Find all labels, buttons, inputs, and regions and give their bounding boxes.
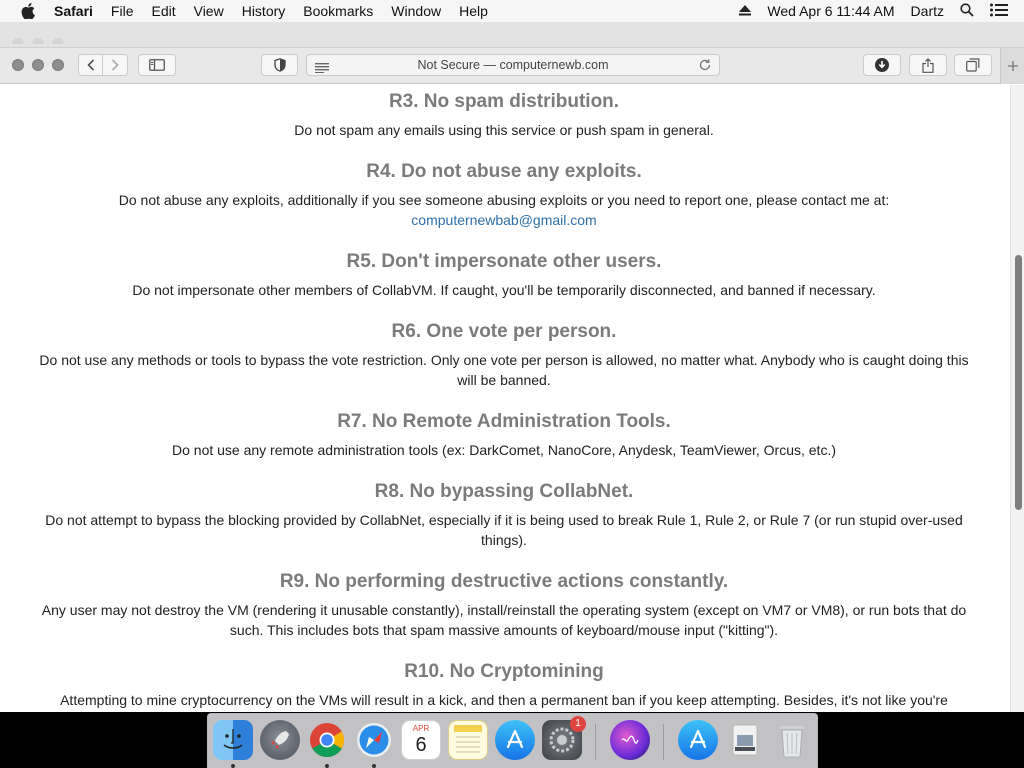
menu-extras <box>739 0 1024 22</box>
rule-title: R10. No Cryptomining <box>404 661 604 682</box>
shield-icon <box>274 58 286 72</box>
menu-file[interactable]: File <box>110 3 134 19</box>
menu-help[interactable]: Help <box>459 3 488 19</box>
rule-title: R5. Don't impersonate other users. <box>346 251 662 272</box>
app-store-icon[interactable] <box>495 720 535 760</box>
rule-text: Do not abuse any exploits, additionally if you see someone abusing exploits or you need to report one, please contact me at: <box>118 192 890 208</box>
tabs-icon <box>966 58 980 72</box>
page-content <box>0 85 1010 712</box>
rule-r9 <box>0 571 1008 640</box>
chrome-icon[interactable] <box>307 720 347 760</box>
rule-r8 <box>0 481 1008 550</box>
minimize-window-button[interactable] <box>32 59 44 71</box>
reload-icon[interactable] <box>698 58 712 77</box>
new-tab-button[interactable] <box>1000 48 1024 84</box>
rule-text: Do not attempt to bypass the blocking provided by CollabNet, especially if it is being used to break Rule 1, Rule 2, or Rule 7 (or run stupid over-used things). <box>45 512 963 548</box>
rule-title: R4. Do not abuse any exploits. <box>366 161 642 182</box>
trash-icon[interactable] <box>772 720 812 760</box>
eject-icon[interactable] <box>739 3 751 19</box>
rule-title: R6. One vote per person. <box>391 321 617 342</box>
rule-r7 <box>0 411 1008 460</box>
spotlight-search-icon[interactable] <box>960 3 974 20</box>
rule-title: R9. No performing destructive actions constantly. <box>279 571 729 592</box>
running-indicator <box>231 764 235 768</box>
menu-clock[interactable]: Wed Apr 6 11:44 AM <box>767 3 895 19</box>
sidebar-button[interactable] <box>138 54 176 76</box>
menu-view[interactable]: View <box>193 3 224 19</box>
rule-text: Do not impersonate other members of CollabVM. If caught, you'll be temporarily disconnected, and banned if necessary. <box>132 282 876 298</box>
launchpad-icon[interactable] <box>260 720 300 760</box>
apple-icon[interactable] <box>20 3 36 19</box>
rule-text: Do not use any methods or tools to bypass the vote restriction. Only one vote per person is allowed, no matter what. Anybody who is caught doing this will be banned. <box>39 352 969 388</box>
notes-icon[interactable] <box>448 720 488 760</box>
address-text: Not Secure — computernewb.com <box>417 58 609 72</box>
notification-badge: 1 <box>570 716 586 732</box>
share-button[interactable] <box>909 54 947 76</box>
menu-bookmarks[interactable]: Bookmarks <box>303 3 374 19</box>
chevron-left-icon <box>87 59 95 71</box>
safari-window <box>0 22 1024 712</box>
notification-center-icon[interactable] <box>990 3 1008 20</box>
running-indicator <box>325 764 329 768</box>
menu-bar <box>0 0 1024 22</box>
rule-title: R7. No Remote Administration Tools. <box>337 411 671 432</box>
address-bar[interactable] <box>306 54 720 76</box>
downloads-button[interactable] <box>863 54 901 76</box>
calendar-month: APR <box>412 724 430 733</box>
forward-button[interactable] <box>103 54 128 76</box>
close-window-button[interactable] <box>12 59 24 71</box>
rule-r6 <box>0 321 1008 390</box>
finder-icon[interactable] <box>213 720 253 760</box>
scrollbar-thumb[interactable] <box>1015 255 1022 510</box>
system-preferences-icon[interactable] <box>542 720 582 760</box>
running-indicator <box>372 764 376 768</box>
tab-overview-button[interactable] <box>954 54 992 76</box>
rule-r3 <box>0 91 1008 140</box>
menu-user[interactable]: Dartz <box>910 3 944 19</box>
chevron-right-icon <box>111 59 119 71</box>
menu-app-safari[interactable]: Safari <box>54 3 93 19</box>
menu-edit[interactable]: Edit <box>151 3 176 19</box>
share-icon <box>922 58 934 73</box>
ghost-close-icon <box>12 38 24 44</box>
app-store-folder-icon[interactable] <box>678 720 718 760</box>
menu-window[interactable]: Window <box>391 3 442 19</box>
siri-icon[interactable] <box>610 720 650 760</box>
safari-icon[interactable] <box>354 720 394 760</box>
calendar-icon[interactable] <box>401 720 441 760</box>
rule-r4 <box>0 161 1008 230</box>
menu-history[interactable]: History <box>241 3 286 19</box>
toolbar <box>0 48 1024 84</box>
plus-icon <box>1007 60 1019 72</box>
sidebar-icon <box>149 59 165 71</box>
rule-title: R3. No spam distribution. <box>388 91 620 112</box>
rule-text: Attempting to mine cryptocurrency on the VMs will result in a kick, and then a permanent ban if you keep attempting. Besides, it's not like you're <box>60 692 948 708</box>
dock-separator <box>663 724 664 760</box>
dock-separator <box>595 724 596 760</box>
ghost-zoom-icon <box>52 38 64 44</box>
privacy-report-button[interactable] <box>261 54 298 76</box>
rule-title: R8. No bypassing CollabNet. <box>374 481 634 502</box>
ghost-minimize-icon <box>32 38 44 44</box>
download-icon <box>875 58 889 72</box>
contact-email-link[interactable]: computernewbab@gmail.com <box>411 212 597 228</box>
preview-icon[interactable] <box>725 720 765 760</box>
rule-text: Any user may not destroy the VM (rendering it unusable constantly), install/reinstall the operating system (except on VM7 or VM8), or run bots that do such. This includes bots that spam massive amounts of keyboard/mouse input ("kitting"). <box>41 602 967 638</box>
dock <box>207 713 818 768</box>
calendar-day: 6 <box>415 734 427 756</box>
vertical-scrollbar[interactable] <box>1010 85 1024 712</box>
rule-text: Do not use any remote administration tools (ex: DarkComet, NanoCore, Anydesk, TeamViewer, Orcus, etc.) <box>172 442 836 458</box>
rule-r5 <box>0 251 1008 300</box>
rule-r10 <box>0 661 1008 710</box>
rule-text: Do not spam any emails using this service or push spam in general. <box>294 122 714 138</box>
zoom-window-button[interactable] <box>52 59 64 71</box>
back-button[interactable] <box>78 54 103 76</box>
tab-strip <box>0 22 1024 48</box>
